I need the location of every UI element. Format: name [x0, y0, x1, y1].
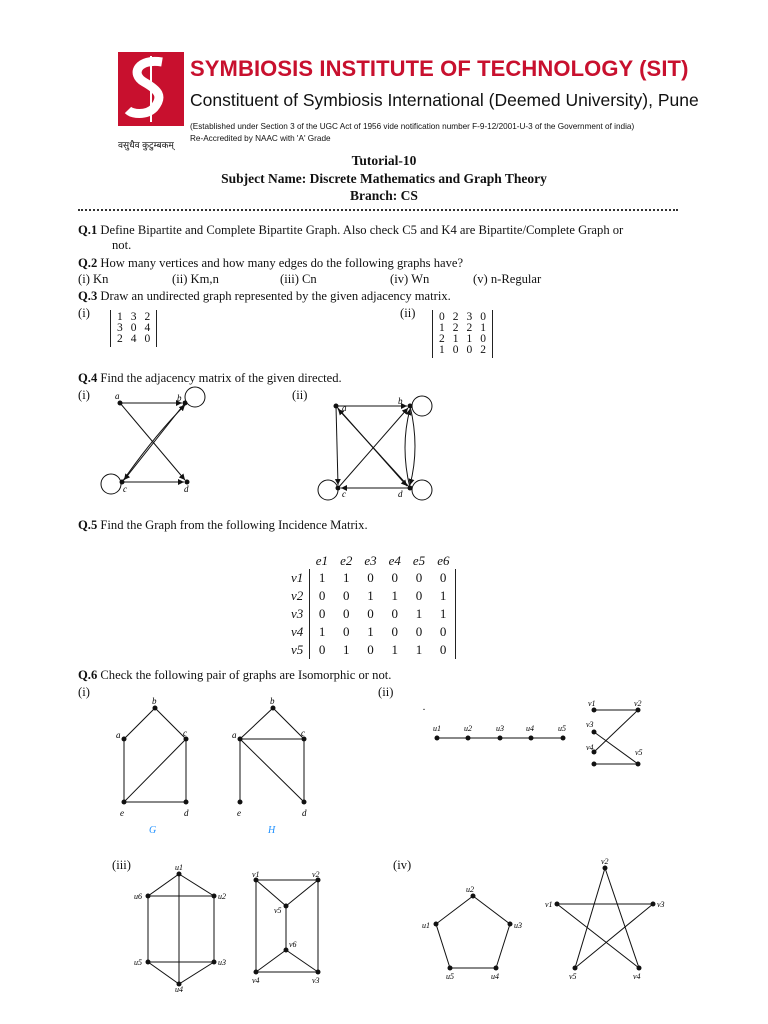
- subject-name: Subject Name: Discrete Mathematics and Graph Theory: [221, 171, 547, 186]
- constituent-line: Constituent of Symbiosis International (Deemed University), Pune: [190, 90, 699, 110]
- inc-cell-2-3: 0: [391, 606, 399, 621]
- svg-text:u4: u4: [175, 985, 183, 994]
- inc-cell-0-2: 0: [367, 570, 374, 585]
- svg-text:c: c: [183, 728, 187, 738]
- m3i-cell-0-1: 3: [130, 311, 137, 323]
- graph-path-u: [425, 700, 585, 750]
- v-c: c: [123, 484, 127, 494]
- graph-pentagon-u: [418, 882, 528, 982]
- row-header-v5: v5: [291, 642, 304, 657]
- svg-text:v5: v5: [635, 748, 643, 757]
- graph-h: [230, 694, 330, 844]
- inc-cell-0-1: 1: [342, 570, 350, 585]
- col-header-e5: e5: [412, 553, 426, 568]
- svg-text:H: H: [268, 825, 276, 836]
- svg-text:a: a: [342, 403, 347, 413]
- svg-text:u4: u4: [491, 972, 499, 981]
- q4-label-i: (i): [78, 388, 90, 402]
- svg-text:v5: v5: [569, 972, 577, 981]
- institute-name: SYMBIOSIS INSTITUTE OF TECHNOLOGY (SIT): [190, 56, 689, 81]
- m3ii-cell-3-2: 0: [466, 344, 473, 356]
- inc-cell-2-4: 1: [415, 606, 423, 621]
- svg-text:u3: u3: [496, 724, 504, 733]
- q1-line2: not.: [112, 238, 132, 252]
- svg-text:v2: v2: [312, 870, 320, 879]
- v-d: d: [184, 484, 189, 494]
- q2-opt-3: (iii) Cn: [280, 272, 317, 286]
- svg-text:u2: u2: [218, 892, 226, 901]
- tutorial-title: Tutorial-10: [351, 153, 417, 168]
- m3ii-cell-1-2: 2: [466, 322, 473, 334]
- svg-text:v1: v1: [588, 699, 596, 708]
- q2-opt-2: (ii) Km,n: [172, 272, 219, 286]
- svg-text:a: a: [116, 730, 121, 740]
- svg-text:u1: u1: [433, 724, 441, 733]
- inc-cell-3-4: 0: [415, 624, 423, 639]
- svg-text:u5: u5: [134, 958, 142, 967]
- v-b: b: [177, 393, 182, 403]
- svg-text:b: b: [152, 696, 157, 706]
- svg-text:v1: v1: [252, 870, 260, 879]
- svg-text:v4: v4: [586, 743, 594, 752]
- inc-cell-1-1: 0: [342, 588, 350, 603]
- matrix-i: [110, 310, 157, 347]
- q3-label-ii: (ii): [400, 306, 416, 320]
- m3ii-cell-2-3: 0: [480, 333, 486, 345]
- svg-text:b: b: [270, 696, 275, 706]
- graph-star-v: [543, 854, 673, 984]
- svg-text:u1: u1: [422, 921, 430, 930]
- q4-graph-i: [95, 385, 215, 497]
- inc-cell-0-5: 0: [431, 569, 455, 587]
- svg-text:v2: v2: [601, 857, 609, 866]
- inc-cell-4-4: 1: [415, 642, 423, 657]
- graph-g: [112, 694, 212, 844]
- col-header-e6: e6: [437, 553, 450, 568]
- svg-text:b: b: [398, 396, 403, 406]
- svg-text:u4: u4: [526, 724, 534, 733]
- m3ii-cell-0-2: 3: [466, 311, 473, 323]
- col-header-e2: e2: [340, 553, 353, 568]
- svg-text:v4: v4: [633, 972, 641, 981]
- svg-text:u2: u2: [466, 885, 474, 894]
- inc-cell-3-1: 0: [342, 624, 350, 639]
- m3i-cell-1-0: 3: [117, 322, 123, 334]
- svg-text:e: e: [120, 808, 124, 818]
- svg-text:v3: v3: [657, 900, 665, 909]
- svg-text:u1: u1: [175, 863, 183, 872]
- v-a: a: [115, 391, 120, 401]
- q4-graph-ii: [318, 390, 438, 502]
- inc-cell-1-2: 1: [367, 588, 374, 603]
- col-header-e3: e3: [364, 553, 377, 568]
- svg-text:.: .: [423, 702, 426, 713]
- q3-label-i: (i): [78, 306, 90, 320]
- svg-text:d: d: [398, 489, 403, 499]
- svg-text:u2: u2: [464, 724, 472, 733]
- q3-line: Q.3 Draw an undirected graph represented by the given adjacency matrix.: [78, 289, 451, 303]
- svg-text:e: e: [237, 808, 241, 818]
- q6-label-iv: (iv): [393, 858, 412, 872]
- m3ii-cell-0-0: 0: [439, 311, 445, 323]
- svg-text:a: a: [232, 730, 237, 740]
- inc-cell-2-1: 0: [342, 606, 350, 621]
- inc-cell-3-0: 1: [310, 623, 334, 641]
- m3ii-cell-0-1: 2: [452, 311, 459, 323]
- row-header-v4: v4: [291, 624, 304, 639]
- inc-cell-1-5: 1: [431, 587, 455, 605]
- svg-text:G: G: [149, 825, 157, 836]
- inc-cell-3-3: 0: [391, 624, 399, 639]
- svg-text:u6: u6: [134, 892, 142, 901]
- incidence-matrix: [290, 553, 456, 659]
- row-header-v1: v1: [291, 570, 304, 585]
- svg-text:u3: u3: [514, 921, 522, 930]
- inc-cell-4-1: 1: [342, 642, 350, 657]
- svg-text:v3: v3: [312, 976, 320, 985]
- inc-cell-0-3: 0: [391, 570, 399, 585]
- q4-line: Q.4 Find the adjacency matrix of the given directed.: [78, 371, 342, 385]
- q1-line: Q.1 Define Bipartite and Complete Bipartite Graph. Also check C5 and K4 are Bipartite/Complete Graph or: [78, 223, 624, 237]
- svg-text:c: c: [301, 728, 305, 738]
- q2-opt-1: (i) Kn: [78, 272, 109, 286]
- motto: वसुधैव कुटुम्बकम्: [118, 140, 174, 150]
- svg-text:u3: u3: [218, 958, 226, 967]
- m3i-cell-1-1: 0: [130, 322, 137, 334]
- accredited-line: Re-Accredited by NAAC with 'A' Grade: [190, 134, 331, 143]
- col-header-e1: e1: [315, 553, 329, 568]
- col-header-e4: e4: [388, 553, 401, 568]
- svg-text:v1: v1: [545, 900, 553, 909]
- inc-cell-1-4: 0: [415, 588, 423, 603]
- inc-cell-4-2: 0: [367, 642, 374, 657]
- svg-text:c: c: [342, 489, 346, 499]
- divider: [78, 209, 678, 211]
- m3i-cell-1-2: 4: [144, 322, 151, 334]
- inc-cell-2-5: 1: [431, 605, 455, 623]
- q2-line: Q.2 How many vertices and how many edges do the following graphs have?: [78, 256, 464, 270]
- q5-line: Q.5 Find the Graph from the following Incidence Matrix.: [78, 518, 368, 532]
- graph-ladder-v: [248, 870, 328, 985]
- m3i-cell-2-2: 0: [144, 333, 151, 345]
- m3ii-cell-0-3: 0: [480, 311, 486, 323]
- inc-cell-4-0: 0: [310, 641, 334, 659]
- established-line: (Established under Section 3 of the UGC Act of 1956 vide notification number F-9-12/2001-U-3 of the Government of india): [190, 122, 635, 131]
- m3i-cell-0-0: 1: [117, 311, 123, 323]
- m3ii-cell-1-3: 1: [480, 322, 486, 334]
- inc-cell-2-2: 0: [367, 606, 374, 621]
- m3ii-cell-1-0: 1: [439, 322, 445, 334]
- row-header-v2: v2: [291, 588, 304, 603]
- m3ii-cell-2-0: 2: [439, 333, 445, 345]
- svg-text:v6: v6: [289, 940, 297, 949]
- m3ii-cell-3-3: 2: [480, 344, 486, 356]
- m3i-cell-2-1: 4: [130, 333, 137, 345]
- svg-text:v3: v3: [586, 720, 594, 729]
- m3ii-cell-2-1: 1: [452, 333, 459, 345]
- inc-cell-1-0: 0: [310, 587, 334, 605]
- svg-text:u5: u5: [558, 724, 566, 733]
- matrix-ii: [432, 310, 493, 358]
- m3i-cell-2-0: 2: [117, 333, 123, 345]
- row-header-v3: v3: [291, 606, 304, 621]
- q6-label-i: (i): [78, 685, 90, 699]
- m3ii-cell-2-2: 1: [466, 333, 473, 345]
- m3i-cell-0-2: 2: [144, 311, 151, 323]
- q6-label-iii: (iii): [112, 858, 131, 872]
- graph-hexagon-u: [132, 862, 232, 992]
- inc-cell-1-3: 1: [391, 588, 399, 603]
- q6-line: Q.6 Check the following pair of graphs are Isomorphic or not.: [78, 668, 392, 682]
- svg-text:v2: v2: [634, 699, 642, 708]
- inc-cell-0-4: 0: [415, 570, 423, 585]
- inc-cell-4-3: 1: [391, 642, 399, 657]
- q6-label-ii: (ii): [378, 685, 394, 699]
- inc-cell-3-2: 1: [367, 624, 374, 639]
- inc-cell-2-0: 0: [310, 605, 334, 623]
- q4-label-ii: (ii): [292, 388, 308, 402]
- q2-opt-5: (v) n-Regular: [473, 272, 542, 286]
- svg-text:d: d: [302, 808, 307, 818]
- q2-opt-4: (iv) Wn: [390, 272, 430, 286]
- symbiosis-logo: [118, 52, 184, 142]
- inc-cell-0-0: 1: [310, 569, 334, 587]
- inc-cell-4-5: 0: [431, 641, 455, 659]
- svg-text:v4: v4: [252, 976, 260, 985]
- m3ii-cell-3-0: 1: [439, 344, 445, 356]
- svg-text:u5: u5: [446, 972, 454, 981]
- svg-text:d: d: [184, 808, 189, 818]
- graph-z-v: [585, 698, 655, 770]
- m3ii-cell-3-1: 0: [452, 344, 459, 356]
- svg-text:v5: v5: [274, 906, 282, 915]
- inc-cell-3-5: 0: [431, 623, 455, 641]
- branch: Branch: CS: [350, 188, 418, 203]
- m3ii-cell-1-1: 2: [452, 322, 459, 334]
